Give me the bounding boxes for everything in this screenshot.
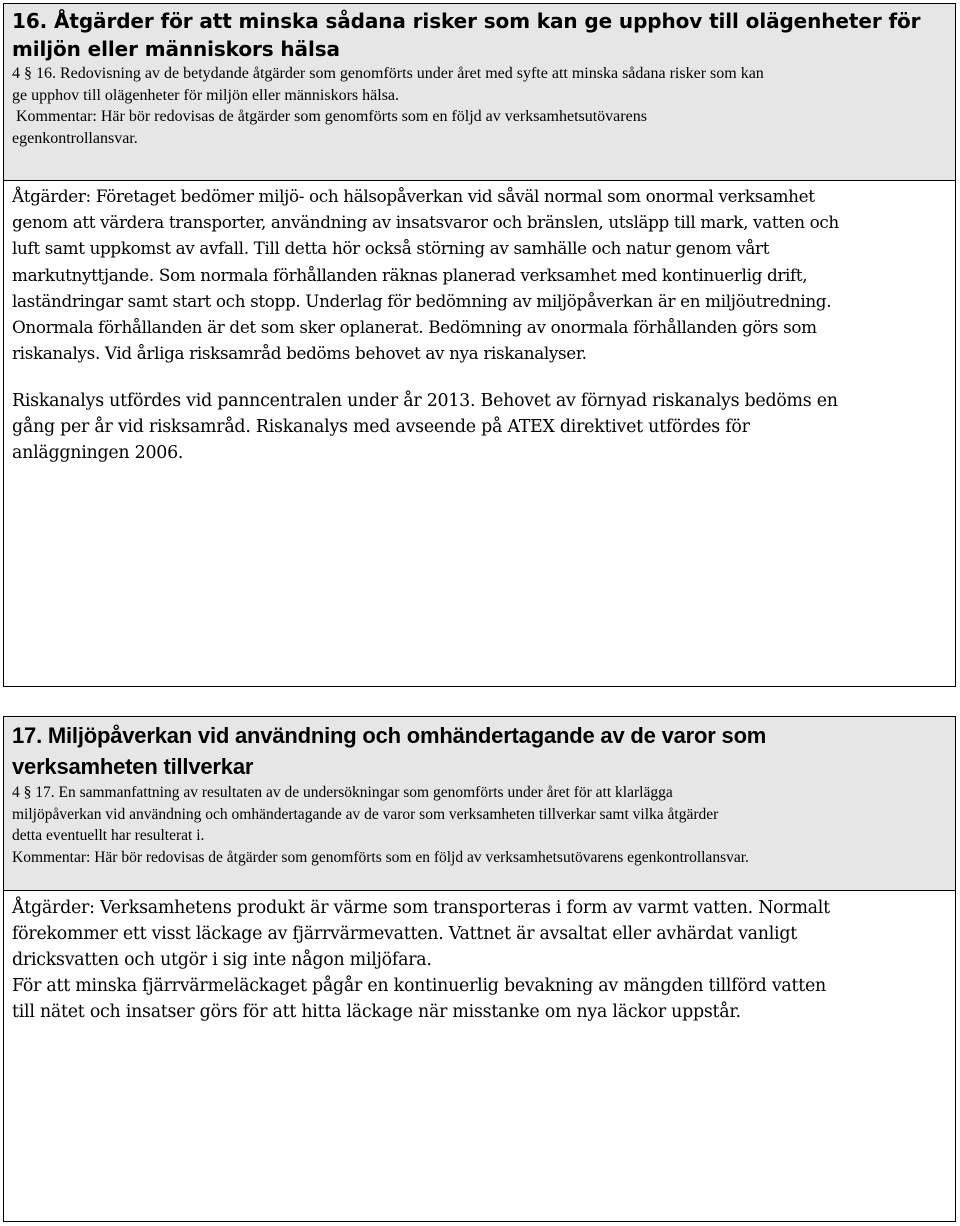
section-17-answer-field[interactable]: [4, 895, 955, 1025]
question-line: 4 § 17. En sammanfattning av resultaten av de undersökningar som genomförts under året för att klarlägga: [12, 784, 673, 801]
answer-line: Åtgärder: Verksamhetens produkt är värme som transporteras i form av varmt vatten. Normalt: [12, 898, 830, 918]
answer-line: gång per år vid risksamråd. Riskanalys med avseende på ATEX direktivet utfördes för: [12, 417, 750, 438]
section-16: [3, 3, 956, 687]
heading-line: 16. Åtgärder för att minska sådana risker som kan ge upphov till olägenheter för: [12, 9, 921, 33]
section-16-answer-paragraph: [12, 388, 947, 466]
section-17-question: [12, 782, 947, 847]
question-line: detta eventuellt har resulterat i.: [12, 827, 205, 844]
answer-line: Riskanalys utfördes vid panncentralen under år 2013. Behovet av förnyad riskanalys bedöms en: [12, 391, 838, 412]
comment-line: Kommentar: Här bör redovisas de åtgärder som genomförts som en följd av verksamhetsutövarens: [12, 108, 647, 125]
answer-line: riskanalys. Vid årliga risksamråd bedöms behovet av nya riskanalyser.: [12, 343, 587, 364]
answer-line: genom att värdera transporter, användning av insatsvaror och bränslen, utsläpp till mark, vatten och: [12, 212, 839, 233]
answer-line: Åtgärder: Företaget bedömer miljö- och hälsopåverkan vid såväl normal som onormal verksamhet: [12, 186, 815, 206]
heading-line: miljön eller människors hälsa: [12, 37, 340, 61]
section-17-header: [4, 717, 955, 891]
section-17-comment: [12, 847, 947, 869]
answer-line: anläggningen 2006.: [12, 443, 184, 464]
answer-line: laständringar samt start och stopp. Underlag för bedömning av miljöpåverkan är en miljöutredning.: [12, 290, 832, 311]
question-line: ge upphov till olägenheter för miljön eller människors hälsa.: [12, 86, 400, 104]
answer-line: Onormala förhållanden är det som sker oplanerat. Bedömning av onormala förhållanden görs som: [12, 317, 817, 338]
answer-line: dricksvatten och utgör i sig inte någon miljöfara.: [12, 950, 432, 970]
section-16-answer-field[interactable]: [4, 183, 955, 466]
section-16-header: [4, 4, 955, 181]
question-line: 4 § 16. Redovisning av de betydande åtgärder som genomförts under året med syfte att minska sådana risker som kan: [12, 65, 764, 82]
section-17-heading: [12, 720, 947, 782]
answer-line: markutnyttjande. Som normala förhållanden räknas planerad verksamhet med kontinuerlig drift,: [12, 264, 808, 285]
comment-line: Kommentar: Här bör redovisas de åtgärder som genomförts som en följd av verksamhetsutövarens egenkontrollansvar.: [12, 848, 749, 866]
section-16-question: [12, 63, 947, 106]
answer-line: till nätet och insatser görs för att hitta läckage när misstanke om nya läckor uppstår.: [12, 1002, 741, 1022]
heading-line: 17. Miljöpåverkan vid användning och omhändertagande av de varor som: [12, 723, 767, 748]
section-17-answer-paragraph: [12, 895, 947, 1025]
answer-line: För att minska fjärrvärmeläckaget pågår en kontinuerlig bevakning av mängden tillförd vatten: [12, 976, 827, 996]
section-16-answer-paragraph: [12, 183, 947, 366]
section-16-heading: [12, 7, 947, 63]
section-17: [3, 716, 956, 1222]
comment-line: egenkontrollansvar.: [12, 129, 138, 147]
answer-line: förekommer ett visst läckage av fjärrvärmevatten. Vattnet är avsaltat eller avhärdat vanligt: [12, 924, 797, 944]
section-16-comment: [12, 106, 947, 149]
heading-line: verksamheten tillverkar: [12, 754, 254, 779]
answer-line: luft samt uppkomst av avfall. Till detta hör också störning av samhälle och natur genom vårt: [12, 238, 770, 259]
question-line: miljöpåverkan vid användning och omhändertagande av de varor som verksamheten tillverkar samt vilka åtgärder: [12, 805, 719, 823]
